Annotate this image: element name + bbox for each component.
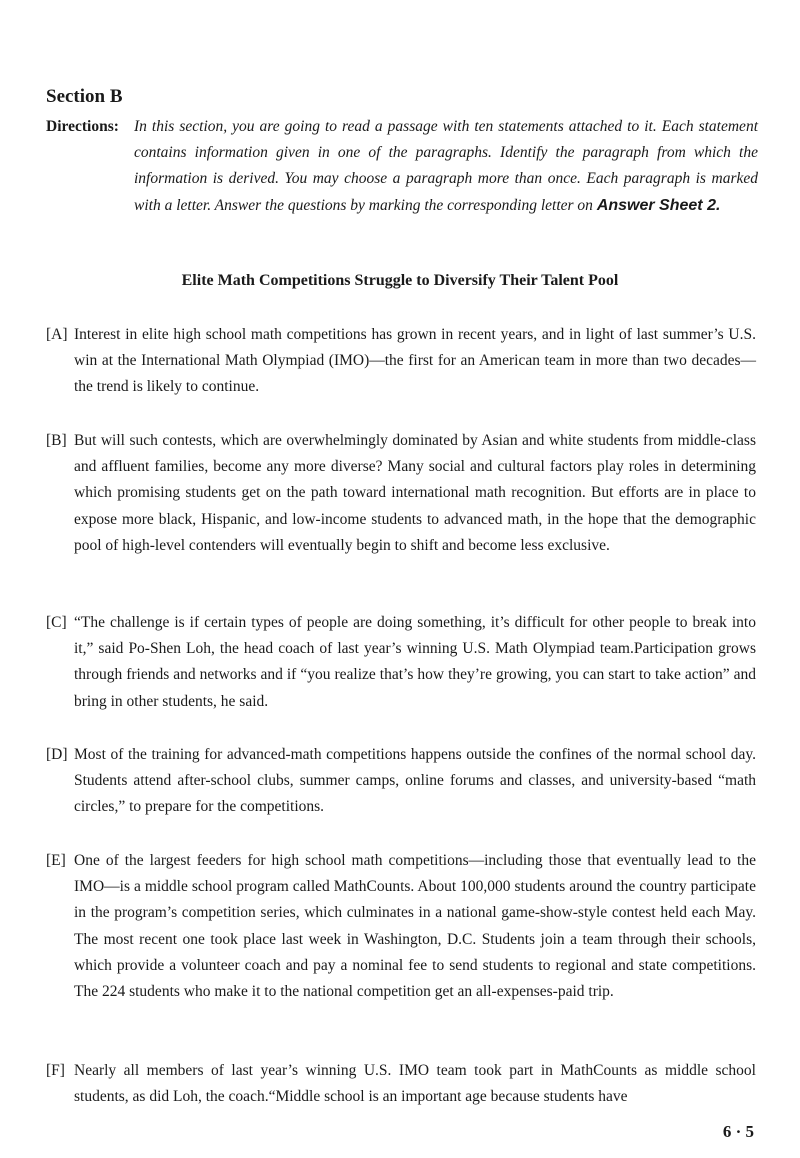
paragraph-tag: [F] [46,1062,65,1079]
paragraph-text: Nearly all members of last year’s winning U.S. IMO team took part in MathCounts as middle school students, as did Loh, the coach.“Middle school is an important age because students have [74,1062,756,1106]
directions [46,114,758,219]
paragraph-text: One of the largest feeders for high school math competitions—including those that eventually lead to the IMO—is a middle school program called MathCounts. About 100,000 students around the country participate in the program’s competition series, which culminates in a national game-show-style contest held each May. The most recent one took place last week in Washington, D.C. Students join a team through their schools, which provide a volunteer coach and pay a nominal fee to send students to regional and state competitions. The 224 students who make it to the national competition get an all-expenses-paid trip. [74,852,756,1001]
paragraph-text: But will such contests, which are overwhelmingly dominated by Asian and white students from middle-class and affluent families, become any more diverse? Many social and cultural factors play roles in determining which promising students get on the path toward international math recognition. But efforts are in place to expose more black, Hispanic, and low-income students to advanced math, in the hope that the demographic pool of high-level contenders will eventually begin to shift and become less exclusive. [74,432,756,554]
directions-body: In this section, you are going to read a passage with ten statements attached to it. Each statement contains information given in one of the paragraphs. Identify the paragraph from which the information is derived. You may choose a paragraph more than once. Each paragraph is marked with a letter. Answer the questions by marking the corresponding letter on [134,118,758,214]
paragraph-tag: [C] [46,614,67,631]
directions-text [134,114,758,219]
paragraph-b [46,428,756,559]
section-title: Section B [46,86,123,107]
paragraph-a [46,322,756,401]
paragraph-text: Interest in elite high school math competitions has grown in recent years, and in light of last summer’s U.S. win at the International Math Olympiad (IMO)—the first for an American team in more than two decades—the trend is likely to continue. [74,326,756,396]
paragraph-c [46,610,756,715]
paragraph-tag: [B] [46,432,67,449]
paragraph-text: Most of the training for advanced-math competitions happens outside the confines of the normal school day. Students attend after-school clubs, summer camps, online forums and classes, and university-based “math circles,” to prepare for the competitions. [74,746,756,816]
paragraph-tag: [E] [46,852,66,869]
paragraph-text: “The challenge is if certain types of people are doing something, it’s difficult for other people to break into it,” said Po-Shen Loh, the head coach of last year’s winning U.S. Math Olympiad team.Participation grows through friends and networks and if “you realize that’s how they’re growing, you can start to take action” and bring in other students, he said. [74,614,756,710]
passage-title: Elite Math Competitions Struggle to Diversify Their Talent Pool [181,272,619,289]
answer-sheet-label: Answer Sheet 2. [596,196,721,214]
directions-label: Directions: [46,118,119,135]
paragraph-d [46,742,756,821]
paragraph-tag: [A] [46,326,68,343]
paragraph-e [46,848,756,1005]
page-number: 6 · 5 [722,1122,754,1141]
paragraph-f [46,1058,756,1110]
paragraph-tag: [D] [46,746,68,763]
